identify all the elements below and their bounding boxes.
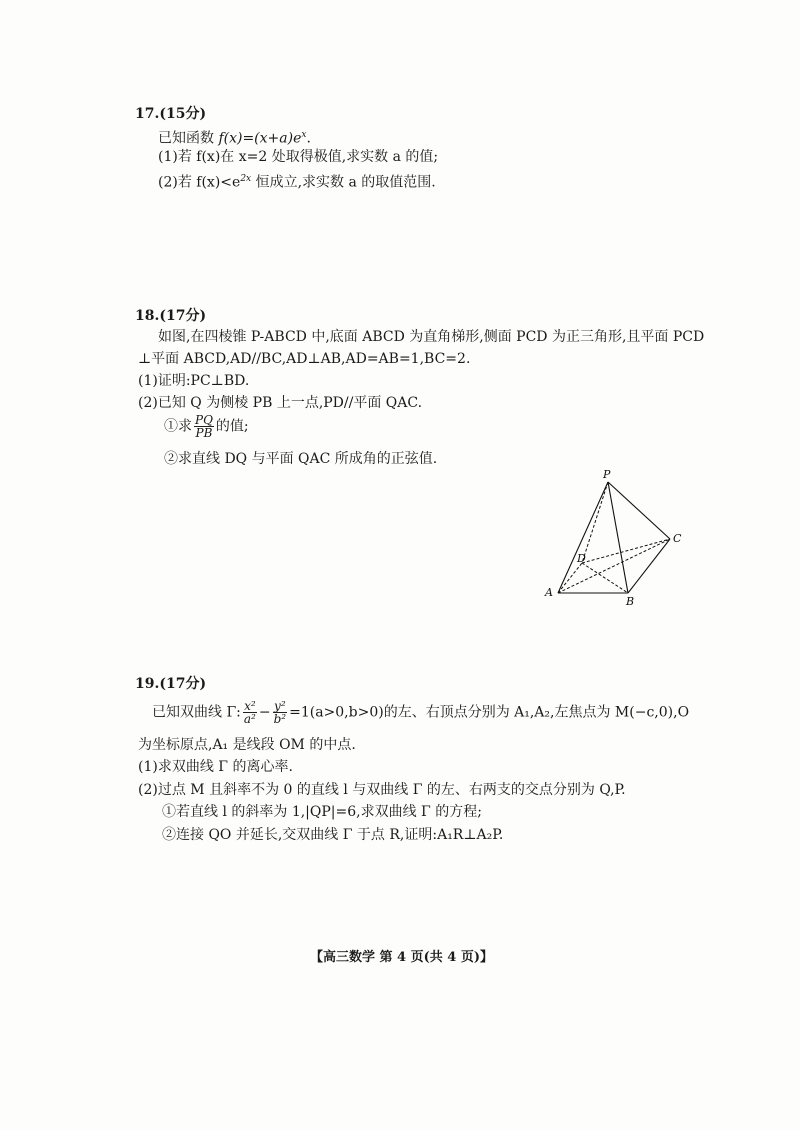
q19-fraction-y: $\frac{\text{y²}}{\text{b²}}$ [273,699,287,726]
pyramid-figure [540,465,690,610]
q17-part1: (1)若 f(x)在 x=2 处取得极值,求实数 a 的值; [158,149,439,165]
q17-stem: 已知函数 $f(x)=(x+a)e^x$. [158,130,311,147]
q17-part2: (2)若 $f(x)<e^{2x}$ 恒成立,求实数 a 的取值范围. [158,174,436,191]
edge-BC [628,539,670,593]
q18-stem-line2: ⊥平面 ABCD,AD//BC,AD⊥AB,AD=AB=1,BC=2. [138,351,471,367]
q17-heading: 17.(15分) [135,106,207,122]
label-A: A [545,586,553,599]
label-P: P [603,468,611,481]
q18-stem-line1: 如图,在四棱锥 P-ABCD 中,底面 ABCD 为直角梯形,侧面 PCD 为正三角形,且平面 PCD [158,329,705,345]
label-C: C [673,532,682,545]
q18-part2: (2)已知 Q 为侧棱 PB 上一点,PD//平面 QAC. [138,395,423,411]
edge-PC [608,482,670,539]
q18-sub1: ①求 $\frac{PQ}{PB}$ 的值; [164,413,249,440]
edge-PD [582,482,608,563]
edge-DC [582,539,670,563]
edge-PB [608,482,628,593]
q19-stem-line2: 为坐标原点,A₁ 是线段 OM 的中点. [138,737,356,753]
q19-fraction-x: $\frac{\text{x²}}{\text{a²}}$ [243,699,256,726]
q18-fraction: $\frac{PQ}{PB}$ [195,413,213,440]
q19-part2: (2)过点 M 且斜率不为 0 的直线 l 与双曲线 Γ 的左、右两支的交点分别为 Q,P. [138,782,626,798]
page-footer: 【高三数学 第 4 页(共 4 页)】 [310,950,494,965]
q19-part1: (1)求双曲线 Γ 的离心率. [138,759,293,775]
label-D: D [577,552,586,565]
q18-sub2: ②求直线 DQ 与平面 QAC 所成角的正弦值. [164,451,438,467]
q18-heading: 18.(17分) [135,308,207,324]
edge-PA [558,482,608,593]
diagonal-AC [558,539,670,593]
q19-sub1: ①若直线 l 的斜率为 1,|QP|=6,求双曲线 Γ 的方程; [162,804,482,820]
q19-sub2: ②连接 QO 并延长,交双曲线 Γ 于点 R,证明:A₁R⊥A₂P. [162,827,504,843]
diagonal-BD [582,563,628,593]
q19-heading: 19.(17分) [135,676,207,692]
label-B: B [626,595,635,608]
q19-stem-line1: 已知双曲线 Γ: $\frac{\text{x²}}{\text{a²}}$ − $\frac{\text{y²}}{\text{b²}}$ =1(a>0,b>0)的左、右顶点分别为 A₁,A₂,左焦点为 M(−c,0),O [152,699,690,726]
q18-part1: (1)证明:PC⊥BD. [138,373,250,389]
